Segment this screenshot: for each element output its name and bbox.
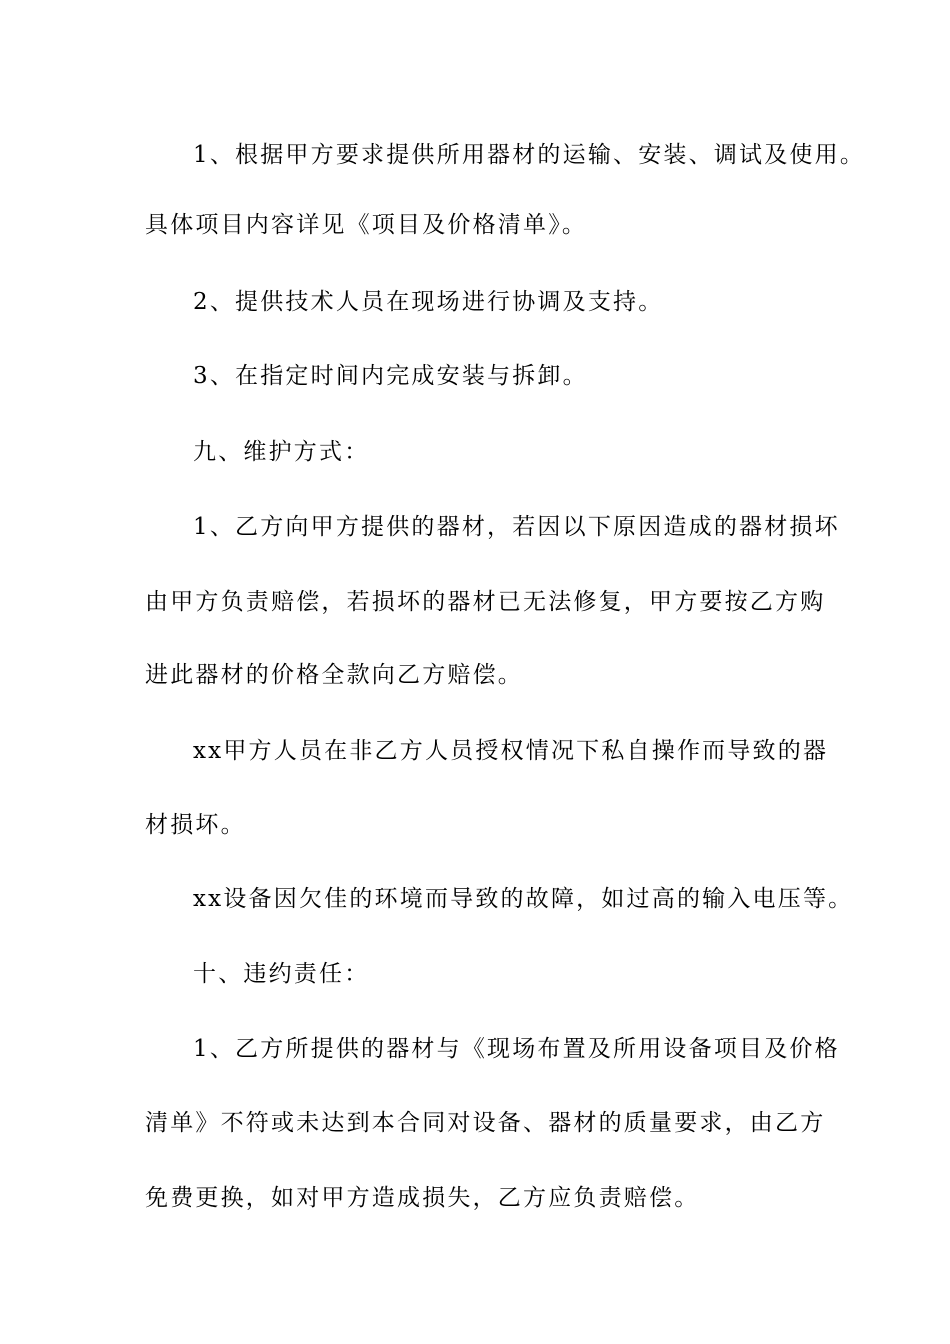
paragraph-line: 1、乙方向甲方提供的器材，若因以下原因造成的器材损坏	[193, 514, 840, 540]
paragraph-line: 3、在指定时间内完成安装与拆卸。	[193, 363, 588, 389]
paragraph-line: 清单》不符或未达到本合同对设备、器材的质量要求，由乙方	[145, 1110, 826, 1136]
paragraph-line: 2、提供技术人员在现场进行协调及支持。	[193, 289, 664, 315]
paragraph-line: xx设备因欠佳的环境而导致的故障，如过高的输入电压等。	[193, 886, 854, 912]
section-heading: 九、维护方式：	[193, 439, 370, 465]
paragraph-line: 进此器材的价格全款向乙方赔偿。	[145, 662, 523, 688]
section-heading: 十、违约责任：	[193, 961, 370, 987]
paragraph-line: 由甲方负责赔偿，若损坏的器材已无法修复，甲方要按乙方购	[145, 589, 826, 615]
paragraph-line: xx甲方人员在非乙方人员授权情况下私自操作而导致的器	[193, 738, 829, 764]
paragraph-line: 材损坏。	[145, 812, 246, 838]
paragraph-line: 1、根据甲方要求提供所用器材的运输、安装、调试及使用。	[193, 142, 866, 168]
paragraph-line: 1、乙方所提供的器材与《现场布置及所用设备项目及价格	[193, 1036, 840, 1062]
paragraph-line: 具体项目内容详见《项目及价格清单》。	[145, 212, 588, 238]
paragraph-line: 免费更换，如对甲方造成损失，乙方应负责赔偿。	[145, 1185, 700, 1211]
